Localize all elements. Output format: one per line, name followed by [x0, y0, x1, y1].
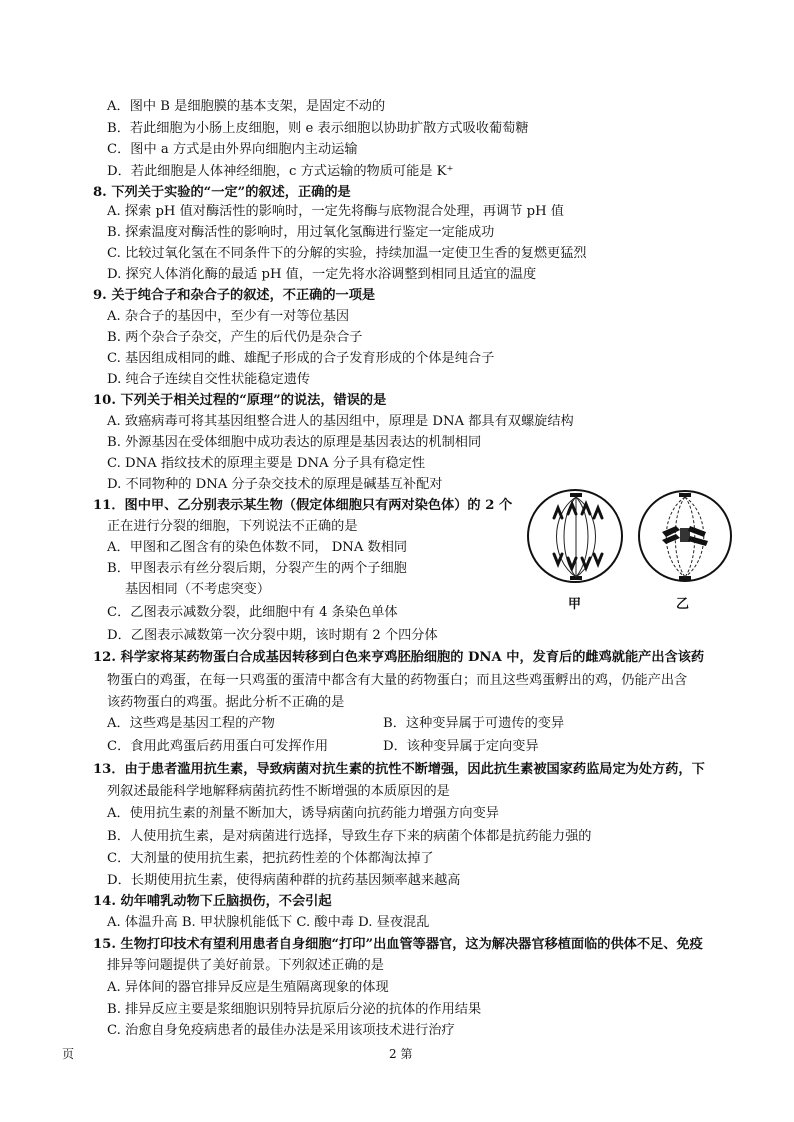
- question-line: A. 致癌病毒可将其基因组整合进人的基因组中，原理是 DNA 都具有双螺旋结构: [107, 414, 574, 429]
- figure-label-jia: 甲: [568, 597, 582, 612]
- question-line: B. 两个杂合子杂交，产生的后代仍是杂合子: [107, 330, 363, 345]
- cell-jia: [528, 490, 622, 582]
- question-line: C．大剂量的使用抗生素，把抗药性差的个体都淘汰掉了: [107, 851, 434, 866]
- question-line: A．甲图和乙图含有的染色体数不同， DNA 数相同: [107, 540, 408, 555]
- question-line: 该药物蛋白的鸡蛋。据此分析不正确的是: [107, 695, 345, 710]
- footer-page-number: 2 第: [389, 1047, 413, 1061]
- question-line: C．乙图表示减数分裂，此细胞中有 4 条染色单体: [107, 605, 398, 620]
- question-line: C．食用此鸡蛋后药用蛋白可发挥作用: [107, 739, 329, 754]
- question-line: A．使用抗生素的剂量不断加大，诱导病菌向抗药能力增强方向变异: [107, 806, 499, 821]
- question-stem: 13．由于患者滥用抗生素，导致病菌对抗生素的抗性不断增强，因此抗生素被国家药监局定为处方药，下: [93, 762, 705, 777]
- question-line: B. 探索温度对酶活性的影响时，用过氧化氢酶进行鉴定一定能成功: [107, 225, 495, 240]
- question-line: A. 体温升高 B. 甲状腺机能低下 C. 酸中毒 D. 昼夜混乱: [107, 915, 430, 930]
- question-line: 列叙述最能科学地解释病菌抗药性不断增强的本质原因的是: [107, 784, 450, 799]
- question-stem: 12. 科学家将某药物蛋白合成基因转移到白色来亨鸡胚胎细胞的 DNA 中，发育后的雌鸡就能产出含该药: [93, 650, 705, 665]
- question-line: B．若此细胞为小肠上皮细胞，则 e 表示细胞以协助扩散方式吸收葡萄糖: [107, 121, 529, 136]
- question-line: B．甲图表示有丝分裂后期，分裂产生的两个子细胞: [107, 561, 407, 576]
- question-line: B．人使用抗生素，是对病菌进行选择，导致生存下来的病菌个体都是抗药能力强的: [107, 829, 592, 844]
- question-line: C．图中 a 方式是由外界向细胞内主动运输: [107, 142, 358, 157]
- question-stem: 8. 下列关于实验的“一定”的叙述，正确的是: [93, 185, 351, 200]
- question-line: D．乙图表示减数第一次分裂中期，该时期有 2 个四分体: [107, 628, 438, 643]
- question-stem: 10. 下列关于相关过程的“原理”的说法，错误的是: [93, 393, 387, 408]
- question-line: D．若此细胞是人体神经细胞，c 方式运输的物质可能是 K⁺: [107, 164, 454, 179]
- question-line: 基因相同（不考虑突变）: [125, 582, 271, 597]
- question-line: 排异等问题提供了美好前景。下列叙述正确的是: [107, 958, 384, 973]
- question-line: A．这些鸡是基因工程的产物: [107, 716, 275, 731]
- question-line: D. 不同物种的 DNA 分子杂交技术的原理是碱基互补配对: [107, 477, 443, 492]
- footer-left: 页: [62, 1047, 75, 1061]
- q12-option-d: D．该种变异属于定向变异: [383, 739, 539, 754]
- question-line: A．图中 B 是细胞膜的基本支架，是固定不动的: [107, 99, 386, 114]
- question-line: C. DNA 指纹技术的原理主要是 DNA 分子具有稳定性: [107, 456, 426, 471]
- question-line: A. 探索 pH 值对酶活性的影响时，一定先将酶与底物混合处理，再调节 pH 值: [107, 204, 564, 219]
- question-line: D．长期使用抗生素，使得病菌种群的抗药基因频率越来越高: [107, 873, 461, 888]
- question-stem: 11．图中甲、乙分别表示某生物（假定体细胞只有两对染色体）的 2 个: [93, 498, 513, 513]
- cell-yi: [639, 491, 731, 581]
- question-line: A. 杂合子的基因中，至少有一对等位基因: [107, 309, 350, 324]
- question-line: A. 异体间的器官排异反应是生殖隔离现象的体现: [107, 980, 389, 995]
- question-line: C. 治愈自身免疫病患者的最佳办法是采用该项技术进行治疗: [107, 1023, 455, 1038]
- question-stem: 14. 幼年哺乳动物下丘脑损伤，不会引起: [93, 894, 332, 909]
- question-line: B. 外源基因在受体细胞中成功表达的原理是基因表达的机制相同: [107, 435, 482, 450]
- cell-diagram-svg: [520, 484, 750, 616]
- figure-label-yi: 乙: [676, 597, 690, 612]
- question-line: B. 排异反应主要是浆细胞识别特异抗原后分泌的抗体的作用结果: [107, 1002, 482, 1017]
- question-stem: 15. 生物打印技术有望利用患者自身细胞“打印”出血管等器官，这为解决器官移植面临的供体不足、免疫: [93, 937, 703, 952]
- question-line: 正在进行分裂的细胞，下列说法不正确的是: [107, 519, 358, 534]
- question-line: D. 探究人体消化酶的最适 pH 值，一定先将水浴调整到相同且适宜的温度: [107, 267, 537, 282]
- cell-division-figure: [520, 484, 750, 616]
- question-line: D. 纯合子连续自交性状能稳定遗传: [107, 372, 311, 387]
- question-line: C. 基因组成相同的雌、雄配子形成的合子发育形成的个体是纯合子: [107, 351, 495, 366]
- q12-option-b: B．这种变异属于可遗传的变异: [383, 716, 565, 731]
- question-line: C. 比较过氧化氢在不同条件下的分解的实验，持续加温一定使卫生香的复燃更猛烈: [107, 246, 587, 261]
- question-line: 物蛋白的鸡蛋，在每一只鸡蛋的蛋清中都含有大量的药物蛋白；而且这些鸡蛋孵出的鸡，仍能产出含: [107, 673, 688, 688]
- question-stem: 9. 关于纯合子和杂合子的叙述，不正确的一项是: [93, 288, 376, 303]
